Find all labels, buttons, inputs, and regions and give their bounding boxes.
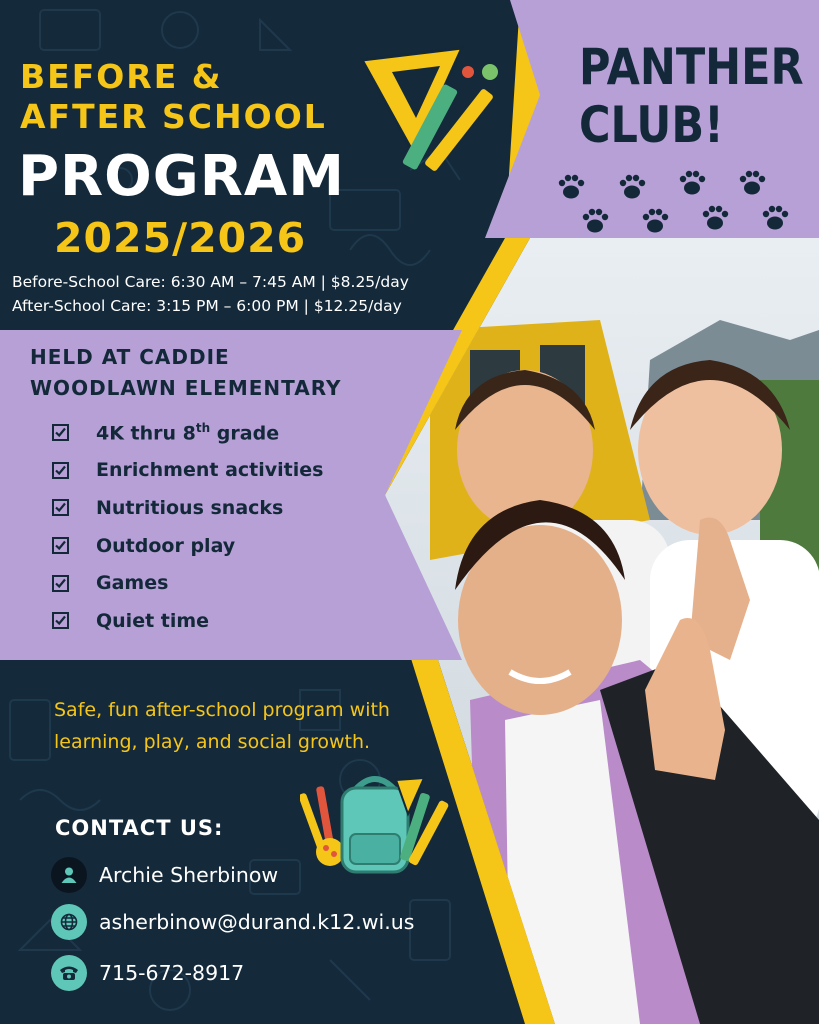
list-item bbox=[52, 414, 323, 452]
list-item bbox=[52, 452, 323, 490]
ruler-pencil-illustration bbox=[356, 42, 506, 182]
headline-line-2: AFTER SCHOOL bbox=[20, 97, 327, 136]
feature-label: Games bbox=[96, 572, 169, 595]
contact-phone-row bbox=[51, 955, 244, 991]
before-school-hours: Before-School Care: 6:30 AM – 7:45 AM | $8.25/day bbox=[12, 273, 409, 291]
contact-email-link[interactable]: asherbinow@durand.k12.wi.us bbox=[99, 910, 415, 934]
checkbox-checked-icon bbox=[52, 499, 69, 516]
feature-label: Enrichment activities bbox=[96, 459, 324, 482]
feature-label: Outdoor play bbox=[96, 534, 236, 557]
list-item bbox=[52, 602, 323, 640]
checkbox-checked-icon bbox=[52, 537, 69, 554]
contact-name-row bbox=[51, 857, 278, 893]
features-checklist bbox=[52, 414, 323, 640]
location-line-1: HELD AT CADDIE bbox=[30, 345, 230, 369]
headline-program: PROGRAM bbox=[18, 144, 345, 209]
phone-icon bbox=[51, 955, 87, 991]
feature-grades: 4K thru 8th grade bbox=[96, 421, 280, 445]
feature-label: Nutritious snacks bbox=[96, 496, 284, 519]
list-item bbox=[52, 564, 323, 602]
club-line-2: CLUB! bbox=[579, 96, 724, 154]
program-tagline: Safe, fun after-school program with learning, play, and social growth. bbox=[54, 699, 390, 753]
after-school-hours: After-School Care: 3:15 PM – 6:00 PM | $12.25/day bbox=[12, 297, 402, 315]
club-line-1: PANTHER bbox=[579, 38, 804, 96]
headline-line-1: BEFORE & bbox=[20, 57, 223, 96]
paw-print-icon bbox=[556, 172, 586, 202]
contact-email-row bbox=[51, 904, 414, 940]
paw-print-icon bbox=[737, 168, 767, 198]
location-heading bbox=[30, 342, 341, 404]
contact-phone-link[interactable]: 715-672-8917 bbox=[99, 961, 245, 985]
care-hours bbox=[12, 270, 409, 318]
feature-label: Quiet time bbox=[96, 609, 210, 632]
checkbox-checked-icon bbox=[52, 612, 69, 629]
paw-print-icon bbox=[580, 206, 610, 236]
person-icon bbox=[51, 857, 87, 893]
paw-print-icon bbox=[700, 203, 730, 233]
paw-print-icon bbox=[617, 172, 647, 202]
location-line-2: WOODLAWN ELEMENTARY bbox=[30, 376, 342, 400]
list-item bbox=[52, 489, 323, 527]
globe-icon bbox=[51, 904, 87, 940]
list-item bbox=[52, 527, 323, 565]
paw-print-icon bbox=[640, 206, 670, 236]
backpack-illustration bbox=[300, 772, 455, 876]
school-year: 2025/2026 bbox=[54, 214, 307, 262]
contact-title: CONTACT US: bbox=[55, 816, 224, 840]
checkbox-checked-icon bbox=[52, 424, 69, 441]
paw-print-icon bbox=[760, 203, 790, 233]
panther-club-title bbox=[579, 38, 804, 154]
checkbox-checked-icon bbox=[52, 575, 69, 592]
headline-before-after bbox=[20, 57, 327, 137]
checkbox-checked-icon bbox=[52, 462, 69, 479]
paw-print-icon bbox=[677, 168, 707, 198]
contact-name: Archie Sherbinow bbox=[99, 863, 279, 887]
